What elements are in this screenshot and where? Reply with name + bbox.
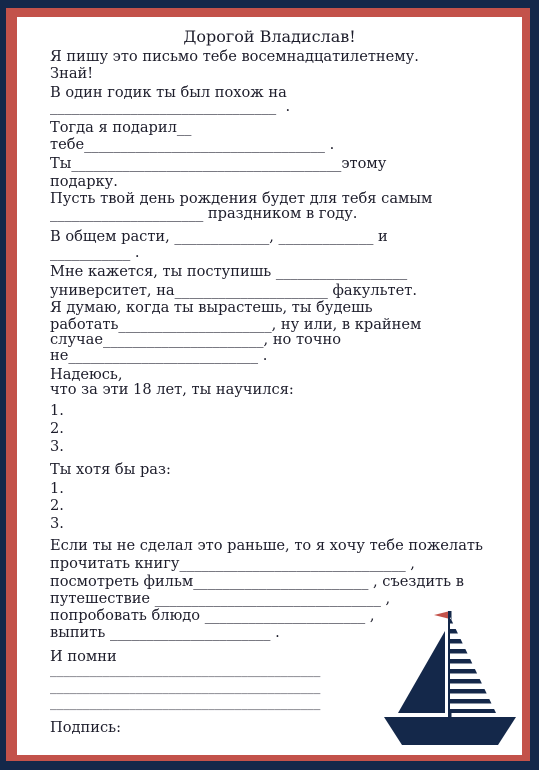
- left-sail: [398, 631, 445, 713]
- letter-line-2: Знай!: [50, 65, 94, 82]
- letter-line-29: прочитать книгу_______________________________ ,: [50, 555, 415, 572]
- letter-line-11: В общем расти, _____________, _____________ и: [50, 228, 388, 245]
- letter-line-14: университет, на_____________________ факультет.: [50, 282, 417, 299]
- letter-line-16: работать_____________________, ну или, в крайнем: [50, 316, 422, 333]
- hull: [384, 717, 516, 745]
- letter-line-24: Ты хотя бы раз:: [50, 461, 171, 478]
- letter-line-4: _______________________________ .: [50, 98, 291, 115]
- letter-line-22: 2.: [50, 420, 64, 437]
- letter-line-37: _________________________________________: [50, 696, 321, 711]
- letter-line-28: Если ты не сделал это раньше, то я хочу тебе пожелать: [50, 537, 483, 554]
- signature-label: Подпись:: [50, 719, 121, 736]
- letter-title: Дорогой Владислав!: [183, 27, 356, 46]
- letter-line-31: путешествие _______________________________ ,: [50, 590, 391, 607]
- letter-line-21: 1.: [50, 402, 64, 419]
- letter-line-18: не__________________________ .: [50, 347, 268, 364]
- letter-line-34: И помни: [50, 648, 117, 665]
- letter-line-32: попробовать блюдо ______________________ ,: [50, 607, 375, 624]
- letter-line-8: подарку.: [50, 173, 118, 190]
- letter-line-25: 1.: [50, 480, 64, 497]
- letter-line-12: ___________ .: [50, 244, 140, 261]
- letter-line-19: Надеюсь,: [50, 366, 123, 383]
- letter-line-10: _____________________ праздником в году.: [50, 205, 358, 222]
- flag: [434, 611, 450, 619]
- letter-line-6: тебе_________________________________ .: [50, 136, 335, 153]
- letter-line-9: Пусть твой день рождения будет для тебя самым: [50, 190, 433, 207]
- letter-line-15: Я думаю, когда ты вырастешь, ты будешь: [50, 299, 373, 316]
- letter-line-1: Я пишу это письмо тебе восемнадцатилетнему.: [50, 48, 419, 65]
- letter-line-35: _________________________________________: [50, 663, 321, 678]
- striped-sail: [450, 615, 500, 715]
- letter-line-27: 3.: [50, 515, 64, 532]
- letter-line-5: Тогда я подарил__: [50, 119, 192, 136]
- letter-line-7: Ты_____________________________________этому: [50, 155, 387, 172]
- letter-line-23: 3.: [50, 438, 64, 455]
- letter-line-17: случае______________________, но точно: [50, 331, 341, 348]
- sailboat-icon: [384, 605, 516, 747]
- letter-line-20: что за эти 18 лет, ты научился:: [50, 381, 294, 398]
- letter-line-30: посмотреть фильм________________________ , съездить в: [50, 573, 464, 590]
- letter-line-26: 2.: [50, 497, 64, 514]
- letter-line-3: В один годик ты был похож на: [50, 84, 287, 101]
- letter-line-33: выпить ______________________ .: [50, 624, 280, 641]
- letter-line-36: _________________________________________: [50, 680, 321, 695]
- letter-line-13: Мне кажется, ты поступишь __________________: [50, 263, 408, 280]
